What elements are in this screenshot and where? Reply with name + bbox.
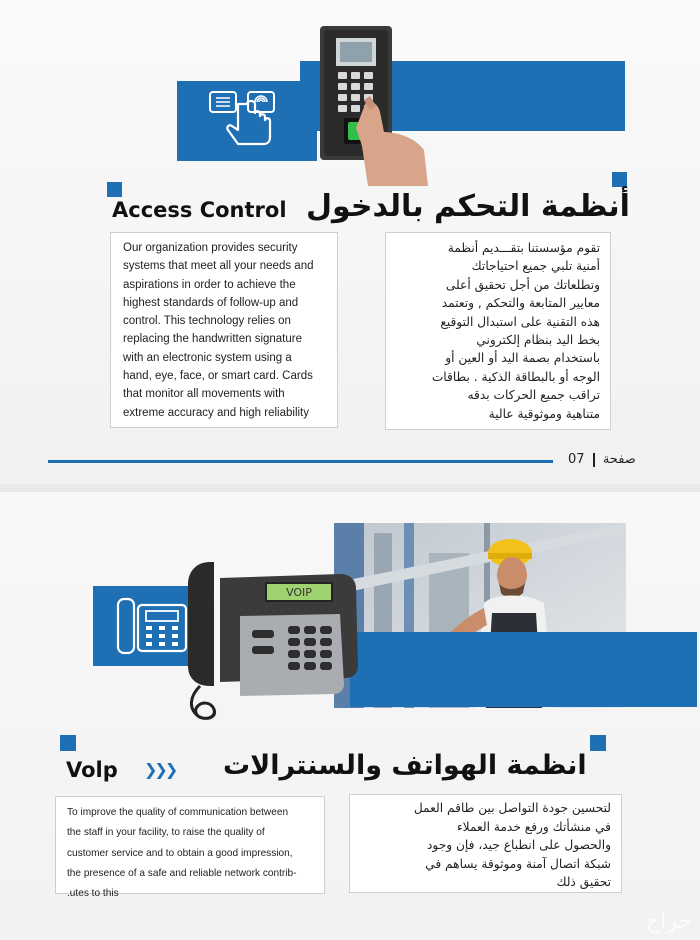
arabic-description-box-2	[349, 794, 622, 893]
english-line: control. This technology relies on	[123, 315, 291, 328]
english-line: .utes to this	[67, 888, 119, 900]
page-number-label	[568, 452, 636, 467]
arabic-line: الوجه أو بالبطاقة الذكية . بطاقات	[431, 369, 600, 384]
arabic-line: وتطلعاتك من أجل تحقيق أعلى	[445, 277, 600, 292]
arabic-line: تقوم مؤسستنا بتقـــديم أنظمة	[447, 241, 600, 255]
arabic-line: تحقيق ذلك	[556, 875, 611, 890]
english-line: Our organization provides security	[123, 242, 298, 254]
decor-square-left	[107, 182, 122, 197]
arabic-line: باستخدام بصمة اليد أو العين أو	[445, 351, 600, 366]
watermark: حراج	[645, 909, 692, 934]
english-description-box	[110, 232, 338, 428]
voip-phone-image	[180, 556, 360, 731]
english-line: the staff in your facility, to raise the quality of	[67, 827, 265, 839]
english-line: highest standards of follow-up and	[123, 296, 299, 309]
title-arabic-2: انظمة الهواتف والسنترالات	[223, 750, 587, 781]
english-description-box-2	[55, 796, 325, 900]
english-line: systems that meet all your needs and	[123, 260, 314, 273]
english-line: aspirations in order to achieve the	[123, 278, 296, 291]
page-number: 07	[568, 452, 585, 467]
arabic-line: والحصول على انطباع جيد، فإن وجود	[426, 838, 611, 853]
english-line: the presence of a safe and reliable network contrib-	[67, 867, 297, 879]
arabic-line: هذه التقنية على استبدال التوقيع	[440, 314, 600, 329]
decor-square-left-2	[60, 735, 76, 751]
arabic-line: معايير المتابعة والتحكم , وتعتمد	[441, 296, 600, 311]
title-english-2: Volp	[66, 758, 118, 782]
english-line: that monitor all movements with	[123, 388, 285, 401]
title-english: Access Control	[112, 198, 287, 222]
fingerprint-touch-icon	[202, 86, 292, 156]
arabic-line: في منشأتك ورفع خدمة العملاء	[456, 819, 611, 834]
arabic-line: لتحسين جودة التواصل بين طاقم العمل	[413, 801, 611, 815]
english-line: To improve the quality of communication between	[67, 807, 289, 818]
chevron-arrows-icon: ❯❯❯	[144, 760, 176, 779]
decor-square-right-2	[590, 735, 606, 751]
english-line: extreme accuracy and high reliability	[123, 406, 310, 419]
voip-blue-bar	[350, 632, 697, 707]
english-line: customer service and to obtain a good impression,	[67, 847, 293, 859]
phone-screen-text: VOIP	[286, 586, 312, 599]
arabic-line: أمنية تلبي جميع احتياجاتك	[471, 259, 600, 274]
english-line: hand, eye, face, or smart card. Cards	[123, 370, 313, 383]
page-divider	[593, 453, 595, 467]
access-control-device-image	[320, 26, 430, 186]
arabic-line: تراقب جميع الحركات بدقه	[467, 388, 600, 403]
arabic-line: بخط اليد بنظام إلكتروني	[476, 333, 600, 348]
page-word: صفحة	[602, 452, 636, 467]
arabic-description-box	[385, 232, 611, 430]
english-line: with an electronic system using a	[123, 351, 292, 364]
arabic-line: متناهية وموثوقية عالية	[488, 406, 600, 421]
arabic-line: شبكة اتصال آمنة وموثوقة يساهم في	[425, 856, 611, 871]
english-line: replacing the handwritten signature	[123, 333, 303, 346]
decor-square-right	[612, 172, 627, 187]
fingerprint-icon-box	[177, 81, 317, 161]
title-arabic: أنظمة التحكم بالدخول	[306, 189, 630, 224]
footer-line	[48, 460, 553, 463]
